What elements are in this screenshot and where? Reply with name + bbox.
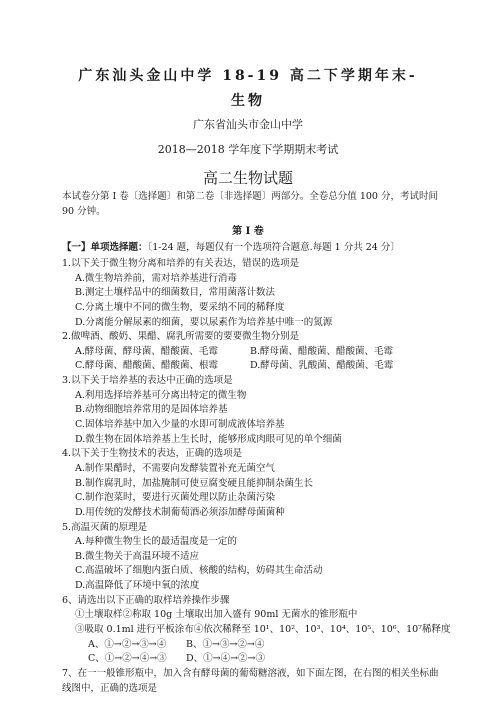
question-2-options-row-2 <box>62 359 482 374</box>
subject-title: 高二生物试题 <box>202 169 293 187</box>
question-1-option-c: C.分离土壤中不同的微生物，要采纳不同的稀释度 <box>75 301 285 313</box>
question-2-option-b: B.酵母菌、醋酸菌、醋酸菌、毛霉 <box>250 345 394 357</box>
question-5-option-b: B.微生物关于高温环境不适应 <box>75 550 200 562</box>
question-4-option-c: C.制作泡菜时，要进行灭菌处理以防止杂菌污染 <box>75 492 275 504</box>
question-6-options-row-2 <box>62 652 482 667</box>
question-5-option-d: D.高温降低了环境中氧的浓度 <box>75 580 200 592</box>
question-6-option-c: C、①→②→④→③ <box>88 653 167 665</box>
question-1-stem: 1.以下关于微生物分离和培养的有关表达，错误的选项是 <box>62 258 300 269</box>
school-name: 广东省汕头市金山中学 <box>193 118 303 131</box>
question-4-option-a: A.制作果醋时，不需要向发酵装置补充无菌空气 <box>75 462 275 474</box>
question-2-option-a: A.酵母菌、酵母菌、醋酸菌、毛霉 <box>75 345 218 357</box>
question-2-options-row-1 <box>62 345 482 360</box>
question-5-option-c: C.高温破坏了细胞内蛋白质、核酸的结构，妨碍其生命活动 <box>75 565 323 577</box>
question-2-stem: 2.做啤酒、酸奶、果醋、腐乳所需要的要要微生物分别是 <box>62 331 300 343</box>
question-7-stem-continued: 线图中，正确的选项是 <box>62 682 158 694</box>
question-3-option-d: D.微生物在固体培养基上生长时，能够形成肉眼可见的单个细菌 <box>75 433 342 445</box>
document-title-line1: 广东汕头金山中学 18-19 高二下学期年末- <box>78 68 418 84</box>
question-6-steps-1: ①土壤取样②称取 10g 土壤取出加入盛有 90ml 无菌水的锥形瓶中 <box>75 609 358 621</box>
question-list <box>62 257 482 696</box>
question-2-option-d: D.酵母菌、乳酸菌、醋酸菌、毛霉 <box>250 360 394 372</box>
question-6-stem: 6、请选出以下正确的取样培养操作步骤 <box>62 594 230 606</box>
question-5-option-a: A.每种微生物生长的最适温度是一定的 <box>75 536 237 548</box>
question-1-option-d: D.分离能分解尿素的细菌，要以尿素作为培养基中唯一的氮源 <box>75 316 333 328</box>
question-3-stem: 3.以下关于培养基的表达中正确的选项是 <box>62 375 233 387</box>
question-4-option-d: D.用传统的发酵技术制葡萄酒必须添加酵母菌菌种 <box>75 506 285 518</box>
question-1-option-a: A.微生物培养前，需对培养基进行消毒 <box>75 272 237 284</box>
question-2-option-c: C.酵母菌、醋酸菌、醋酸菌、根霉 <box>75 360 218 372</box>
intro-line-2: 90 分钟。 <box>62 206 106 217</box>
section-label: 【一】单项选择题： <box>62 242 148 253</box>
question-7-stem: 7、在一一般锥形瓶中，加入含有酵母菌的葡萄糖溶液，如下面左图，在右图的相关坐标曲 <box>62 667 439 679</box>
question-5-stem: 5.高温灭菌的原理是 <box>62 521 148 533</box>
question-4-stem: 4.以下关于生物技术的表达，正确的选项是 <box>62 448 243 460</box>
question-3-option-b: B.动物细胞培养常用的是固体培养基 <box>75 404 228 416</box>
question-6-option-d: D、①→④→②→③ <box>186 653 265 665</box>
section-heading <box>62 241 400 256</box>
question-6-options-row-1 <box>62 638 482 653</box>
question-6-option-a: A、①→②→③→④ <box>88 638 167 650</box>
question-1-option-b: B.测定土壤样品中的细菌数目，常用菌落计数法 <box>75 287 276 299</box>
part-title: 第 I 卷 <box>232 226 264 237</box>
intro-line-1: 本试卷分第 I 卷〔选择题〕和第二卷〔非选择题〕两部分。全卷总分值 100 分，考试时间 <box>62 191 438 202</box>
document-title-line2: 生物 <box>231 93 265 109</box>
question-6-option-b: B、①→③→②→④ <box>186 638 265 650</box>
question-3-option-c: C.固体培养基中加入少量的水即可制成液体培养基 <box>75 419 285 431</box>
question-3-option-a: A.利用选择培养基可分离出特定的微生物 <box>75 389 247 401</box>
question-6-steps-2: ③吸取 0.1ml 进行平板涂布④依次稀释至 10¹、10²、10³、10⁴、10⁵、10⁶、10⁷稀释度 <box>75 624 451 636</box>
section-instructions: 〔1-24 题，每题仅有一个选项符合题意.每题 1 分共 24 分〕 <box>147 242 400 253</box>
question-4-option-b: B.制作腐乳时，加盐腌制可使豆腐变硬且能抑制杂菌生长 <box>75 477 314 489</box>
exam-name: 2018—2018 学年度下学期期末考试 <box>157 143 339 156</box>
